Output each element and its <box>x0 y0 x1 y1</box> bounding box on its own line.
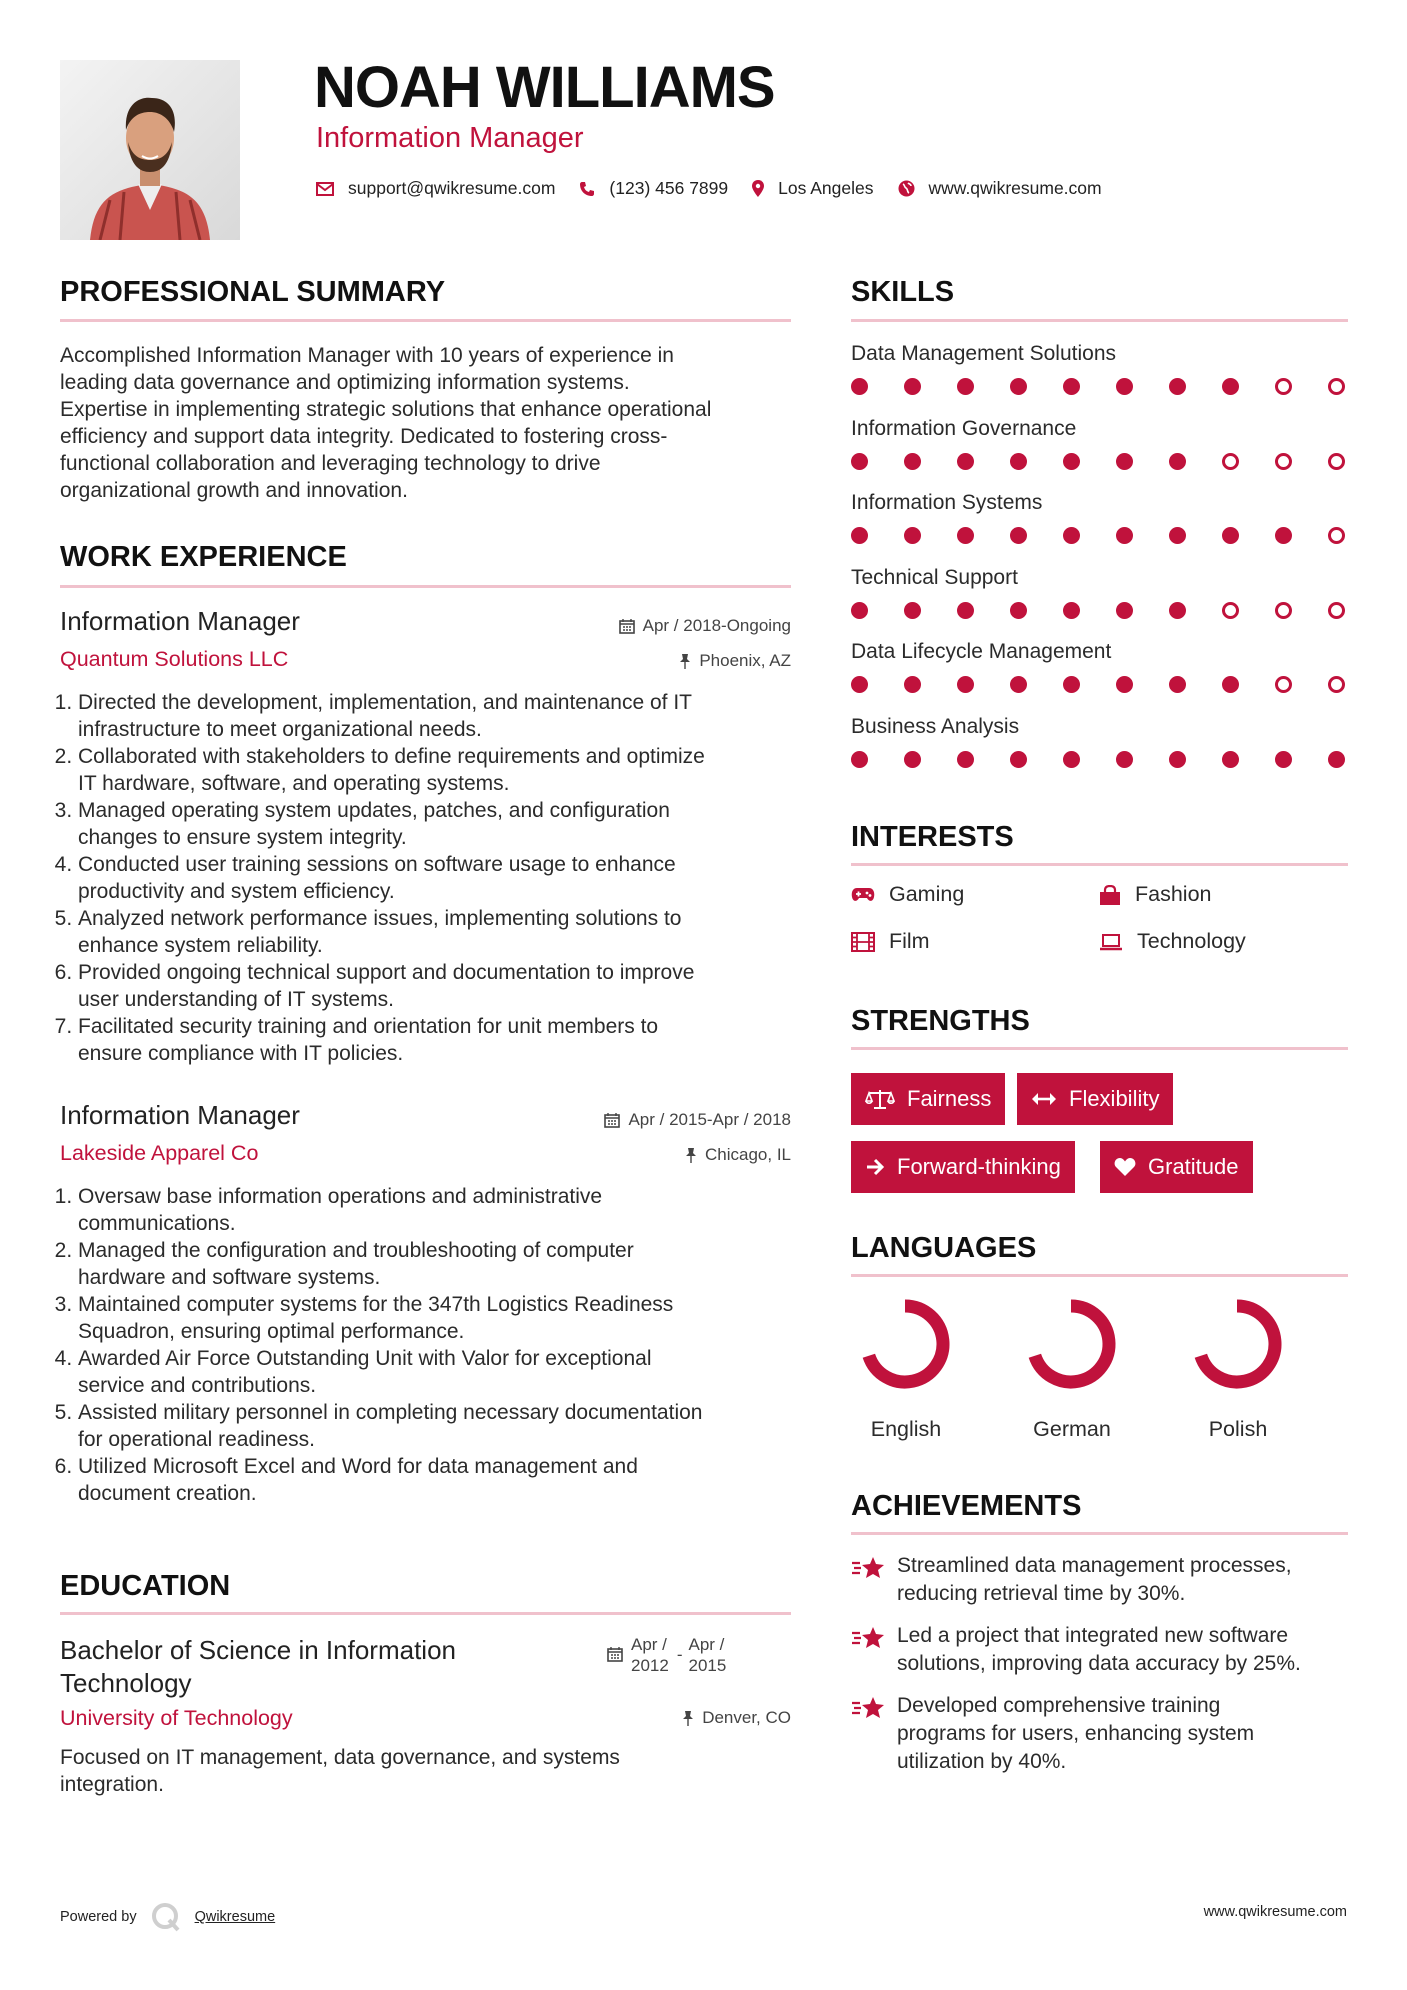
rating-dot-empty <box>1275 378 1292 395</box>
language-item <box>851 1298 981 1442</box>
contact-email[interactable] <box>316 178 555 199</box>
gamepad-icon <box>851 887 875 903</box>
list-item: 4. Awarded Air Force Outstanding Unit with Valor for exceptional service and contributions. <box>78 1345 800 1399</box>
rating-dot-filled <box>1222 751 1239 768</box>
contact-bar <box>316 178 1126 199</box>
skill-item <box>851 417 1348 492</box>
job-title: Information Manager <box>60 606 300 636</box>
company-name: Quantum Solutions LLC <box>60 647 289 671</box>
summary-line: functional collaboration and leveraging technology to drive <box>60 452 601 475</box>
rating-dot-empty <box>1328 676 1345 693</box>
qwikresume-logo-icon <box>151 1902 181 1932</box>
skill-item <box>851 342 1348 417</box>
education-end: Apr / 2015 <box>688 1635 727 1675</box>
laptop-icon <box>1099 933 1123 951</box>
skill-name: Data Lifecycle Management <box>851 640 1112 663</box>
job-title: Information Manager <box>60 1100 300 1130</box>
profile-photo <box>60 60 240 240</box>
job-dates <box>619 616 791 636</box>
rating-dot-filled <box>1222 527 1239 544</box>
rating-dot-filled <box>957 453 974 470</box>
skill-name: Information Systems <box>851 491 1043 514</box>
strength-tag: Forward-thinking <box>851 1141 1075 1193</box>
shopping-bag-icon <box>1099 885 1121 905</box>
language-name: German <box>1033 1417 1111 1441</box>
skills-divider <box>851 319 1348 322</box>
rating-dot-empty <box>1328 602 1345 619</box>
rating-dot-filled <box>1063 527 1080 544</box>
rating-dot-filled <box>904 676 921 693</box>
summary-text <box>60 342 800 504</box>
skill-rating <box>851 527 1345 544</box>
job-location-text: Chicago, IL <box>705 1145 791 1164</box>
skill-rating <box>851 378 1345 395</box>
rating-dot-empty <box>1275 676 1292 693</box>
rating-dot-empty <box>1222 453 1239 470</box>
list-item: 6. Provided ongoing technical support and documentation to improve user understanding of IT systems. <box>78 959 800 1013</box>
job-location <box>679 651 791 671</box>
rating-dot-filled <box>957 378 974 395</box>
language-item <box>1183 1298 1313 1442</box>
rating-dot-filled <box>1063 602 1080 619</box>
candidate-name: NOAH WILLIAMS <box>314 55 775 120</box>
rating-dot-filled <box>1063 751 1080 768</box>
candidate-title: Information Manager <box>316 122 584 154</box>
language-ring <box>1183 1298 1313 1398</box>
language-name: English <box>870 1417 942 1441</box>
footer-powered-by <box>60 1902 275 1932</box>
skill-rating <box>851 676 1345 693</box>
languages-list <box>851 1298 1348 1448</box>
rating-dot-filled <box>851 378 868 395</box>
rating-dot-filled <box>1116 378 1133 395</box>
globe-icon <box>898 180 915 197</box>
school-name: University of Technology <box>60 1706 293 1730</box>
date-separator: - <box>676 1645 683 1664</box>
job-location-text: Phoenix, AZ <box>699 651 791 670</box>
rating-dot-filled <box>1275 751 1292 768</box>
rating-dot-filled <box>851 751 868 768</box>
education-location-text: Denver, CO <box>702 1708 791 1727</box>
rating-dot-filled <box>957 751 974 768</box>
achievement-item: Led a project that integrated new software solutions, improving data accuracy by 25%. <box>851 1622 1348 1678</box>
rating-dot-filled <box>957 676 974 693</box>
languages-heading: LANGUAGES <box>851 1232 1037 1264</box>
languages-divider <box>851 1274 1348 1277</box>
skill-rating <box>851 751 1345 768</box>
phone-icon <box>579 181 595 197</box>
interest-technology: Technology <box>1099 929 1246 954</box>
rating-dot-filled <box>957 602 974 619</box>
interest-gaming: Gaming <box>851 882 964 907</box>
skills-list <box>851 342 1348 789</box>
skill-item <box>851 715 1348 790</box>
rating-dot-filled <box>904 527 921 544</box>
achievement-item: Streamlined data management processes, reducing retrieval time by 30%. <box>851 1552 1348 1608</box>
skill-name: Business Analysis <box>851 714 1020 738</box>
education-dates <box>607 1634 726 1676</box>
interests-heading: INTERESTS <box>851 821 1014 853</box>
rating-dot-filled <box>851 527 868 544</box>
job-location <box>685 1145 791 1165</box>
language-item <box>1017 1298 1147 1442</box>
summary-line: Accomplished Information Manager with 10 years of experience in <box>60 344 674 367</box>
shooting-star-icon <box>851 1695 885 1721</box>
rating-dot-filled <box>1169 602 1186 619</box>
contact-phone[interactable] <box>579 178 728 199</box>
list-item: 2. Managed the configuration and troubleshooting of computer hardware and software systems. <box>78 1237 800 1291</box>
list-item: 4. Conducted user training sessions on software usage to enhance productivity and system efficiency. <box>78 851 800 905</box>
interests-divider <box>851 863 1348 866</box>
degree-title: Bachelor of Science in Information Technology <box>60 1635 456 1698</box>
envelope-icon <box>316 182 334 196</box>
list-item: 3. Managed operating system updates, patches, and configuration changes to ensure system integrity. <box>78 797 800 851</box>
education-location <box>682 1708 791 1728</box>
rating-dot-filled <box>1063 453 1080 470</box>
education-description: Focused on IT management, data governance, and systems integration. <box>60 1746 620 1796</box>
rating-dot-filled <box>904 453 921 470</box>
calendar-icon <box>619 618 635 634</box>
rating-dot-filled <box>851 676 868 693</box>
rating-dot-filled <box>1010 602 1027 619</box>
rating-dot-filled <box>1169 378 1186 395</box>
education-divider <box>60 1612 791 1615</box>
list-item: 2. Collaborated with stakeholders to define requirements and optimize IT hardware, software, and operating systems. <box>78 743 800 797</box>
skill-name: Information Governance <box>851 416 1077 440</box>
language-name: Polish <box>1208 1417 1268 1441</box>
list-item: 7. Facilitated security training and orientation for unit members to ensure compliance with IT policies. <box>78 1013 800 1067</box>
job-dates <box>604 1110 791 1130</box>
skill-item <box>851 491 1348 566</box>
experience-divider <box>60 585 791 588</box>
list-item: 5. Assisted military personnel in completing necessary documentation for operational readiness. <box>78 1399 800 1453</box>
rating-dot-filled <box>904 602 921 619</box>
achievements-heading: ACHIEVEMENTS <box>851 1490 1082 1522</box>
pushpin-icon <box>679 653 691 669</box>
skill-rating <box>851 453 1345 470</box>
list-item: 5. Analyzed network performance issues, implementing solutions to enhance system reliability. <box>78 905 800 959</box>
strengths-divider <box>851 1047 1348 1050</box>
contact-website[interactable] <box>898 178 1102 199</box>
person-photo-icon <box>60 60 240 240</box>
rating-dot-filled <box>1222 378 1239 395</box>
email-text: support@qwikresume.com <box>348 178 556 198</box>
heart-icon <box>1114 1157 1136 1177</box>
rating-dot-empty <box>1222 602 1239 619</box>
achievement-item: Developed comprehensive training programs for users, enhancing system utilization by 40%. <box>851 1692 1348 1776</box>
language-ring <box>1017 1298 1147 1398</box>
rating-dot-empty <box>1275 453 1292 470</box>
job-bullets <box>60 689 800 1067</box>
pushpin-icon <box>682 1710 694 1726</box>
rating-dot-filled <box>851 602 868 619</box>
shooting-star-icon <box>851 1555 885 1581</box>
rating-dot-filled <box>1063 676 1080 693</box>
calendar-icon <box>607 1646 623 1662</box>
strength-tag: Gratitude <box>1100 1141 1253 1193</box>
language-level-arc <box>1035 1306 1109 1382</box>
list-item: 1. Oversaw base information operations and administrative communications. <box>78 1183 800 1237</box>
rating-dot-filled <box>904 751 921 768</box>
rating-dot-filled <box>1116 751 1133 768</box>
skill-item <box>851 566 1348 641</box>
rating-dot-filled <box>1169 453 1186 470</box>
rating-dot-filled <box>851 453 868 470</box>
rating-dot-filled <box>1010 378 1027 395</box>
rating-dot-filled <box>1222 676 1239 693</box>
skill-name: Technical Support <box>851 565 1018 589</box>
qwikresume-link[interactable]: Qwikresume <box>194 1909 276 1925</box>
rating-dot-empty <box>1275 602 1292 619</box>
education-start: Apr / 2012 <box>631 1635 669 1675</box>
skills-heading: SKILLS <box>851 276 955 308</box>
website-text: www.qwikresume.com <box>928 178 1102 198</box>
shooting-star-icon <box>851 1625 885 1651</box>
language-ring <box>851 1298 981 1398</box>
rating-dot-filled <box>1010 676 1027 693</box>
job-bullets <box>60 1183 800 1507</box>
calendar-icon <box>604 1112 620 1128</box>
rating-dot-filled <box>957 527 974 544</box>
summary-line: Expertise in implementing strategic solutions that enhance operational <box>60 398 712 421</box>
balance-scale-icon <box>865 1088 895 1110</box>
rating-dot-empty <box>1328 527 1345 544</box>
arrow-right-icon <box>865 1157 885 1177</box>
skill-rating <box>851 602 1345 619</box>
list-item: 3. Maintained computer systems for the 347th Logistics Readiness Squadron, ensuring optimal performance. <box>78 1291 800 1345</box>
arrows-horizontal-icon <box>1031 1092 1057 1106</box>
summary-line: efficiency and support data integrity. Dedicated to fostering cross- <box>60 425 668 448</box>
achievements-list <box>851 1552 1348 1776</box>
list-item: 6. Utilized Microsoft Excel and Word for data management and document creation. <box>78 1453 800 1507</box>
film-icon <box>851 932 875 952</box>
rating-dot-filled <box>1116 453 1133 470</box>
pushpin-icon <box>685 1147 697 1163</box>
rating-dot-filled <box>1010 751 1027 768</box>
contact-location <box>752 178 873 199</box>
rating-dot-empty <box>1328 453 1345 470</box>
summary-line: organizational growth and innovation. <box>60 479 408 502</box>
rating-dot-filled <box>1275 527 1292 544</box>
interest-fashion: Fashion <box>1099 882 1212 907</box>
rating-dot-filled <box>1116 676 1133 693</box>
language-level-arc <box>1201 1306 1275 1382</box>
strength-tag: Flexibility <box>1017 1073 1173 1125</box>
powered-by-text: Powered by <box>60 1909 137 1925</box>
strengths-heading: STRENGTHS <box>851 1005 1030 1037</box>
rating-dot-filled <box>1169 751 1186 768</box>
rating-dot-filled <box>1063 378 1080 395</box>
job-dates-text: Apr / 2015-Apr / 2018 <box>628 1110 791 1129</box>
skill-item <box>851 640 1348 715</box>
rating-dot-filled <box>1010 527 1027 544</box>
summary-line: leading data governance and optimizing information systems. <box>60 371 630 394</box>
rating-dot-filled <box>1328 751 1345 768</box>
rating-dot-empty <box>1328 378 1345 395</box>
rating-dot-filled <box>904 378 921 395</box>
achievements-divider <box>851 1532 1348 1535</box>
rating-dot-filled <box>1116 602 1133 619</box>
education-heading: EDUCATION <box>60 1570 231 1602</box>
phone-text: (123) 456 7899 <box>609 178 729 198</box>
summary-heading: PROFESSIONAL SUMMARY <box>60 276 446 308</box>
interest-film: Film <box>851 929 930 954</box>
job-dates-text: Apr / 2018-Ongoing <box>642 616 791 635</box>
rating-dot-filled <box>1169 527 1186 544</box>
list-item: 1. Directed the development, implementation, and maintenance of IT infrastructure to meet organizational needs. <box>78 689 800 743</box>
rating-dot-filled <box>1010 453 1027 470</box>
rating-dot-filled <box>1169 676 1186 693</box>
language-level-arc <box>869 1306 943 1382</box>
footer-website[interactable]: www.qwikresume.com <box>1203 1904 1347 1920</box>
rating-dot-filled <box>1116 527 1133 544</box>
summary-divider <box>60 319 791 322</box>
skill-name: Data Management Solutions <box>851 342 1116 365</box>
experience-heading: WORK EXPERIENCE <box>60 541 347 573</box>
map-pin-icon <box>752 180 764 197</box>
location-text: Los Angeles <box>778 178 874 198</box>
company-name: Lakeside Apparel Co <box>60 1141 259 1165</box>
strength-tag: Fairness <box>851 1073 1005 1125</box>
